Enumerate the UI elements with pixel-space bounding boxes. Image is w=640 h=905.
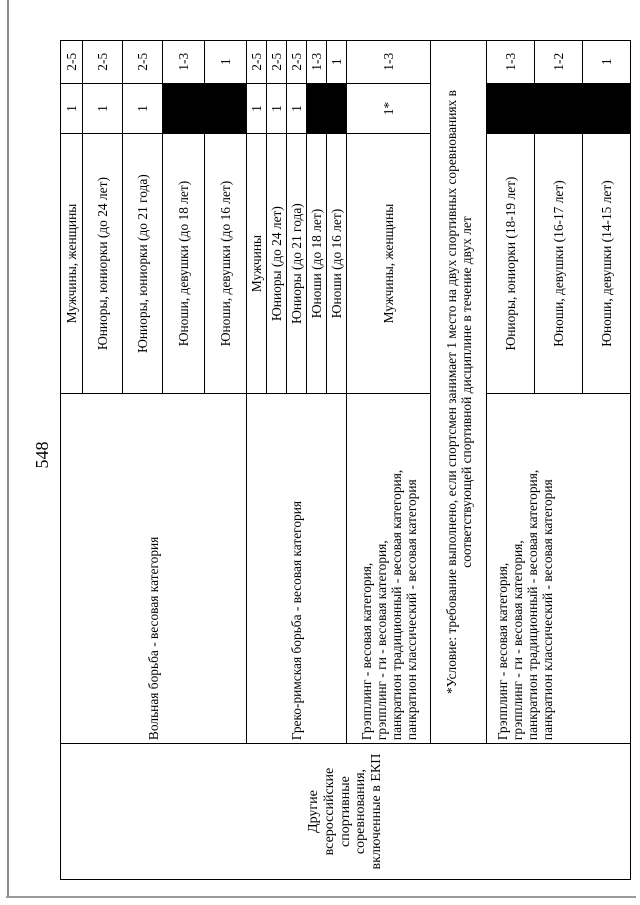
- group-cell: Мужчины, женщины: [61, 134, 83, 393]
- discipline-grappling-adult: [347, 393, 431, 743]
- rank-cell: 1-2: [535, 41, 583, 84]
- rank-cell: 1-3: [487, 41, 535, 84]
- group-cell: Юниоры (до 21 года): [287, 134, 307, 393]
- place-cell: 1: [83, 83, 123, 134]
- scan-edge-left: [7, 0, 9, 897]
- discipline-line: панкратион традиционный - весовая категория,: [388, 469, 404, 741]
- blacked-out-cell: [327, 83, 347, 134]
- blacked-out-cell: [583, 83, 631, 134]
- scan-edge-bottom: [6, 896, 636, 898]
- page-number: 548: [32, 441, 52, 469]
- rank-cell: 2-5: [287, 41, 307, 84]
- rank-cell: 1-3: [307, 41, 327, 84]
- rank-cell: 1-3: [347, 41, 431, 84]
- discipline-line: панкратион классический - весовая категория: [540, 479, 555, 741]
- blacked-out-cell: [205, 83, 247, 134]
- group-cell: Юноши, девушки (14-15 лет): [583, 134, 631, 393]
- place-cell: 1: [247, 83, 267, 134]
- place-cell: 1: [61, 83, 83, 134]
- rotated-page: [32, 40, 620, 880]
- place-cell: 1: [123, 83, 163, 134]
- place-cell: 1*: [347, 83, 431, 134]
- rank-cell: 1-3: [163, 41, 205, 84]
- group-cell: Мужчины, женщины: [347, 134, 431, 393]
- blacked-out-cell: [535, 83, 583, 134]
- place-cell: 1: [287, 83, 307, 134]
- discipline-line: Грэпплинг - весовая категория,: [358, 562, 374, 741]
- group-cell: Юноши (до 18 лет): [307, 134, 327, 393]
- group-cell: Мужчины: [247, 134, 267, 393]
- group-cell: Юноши, девушки (16-17 лет): [535, 134, 583, 393]
- discipline-line: Грэпплинг - весовая категория,: [495, 562, 510, 741]
- blacked-out-cell: [487, 83, 535, 134]
- group-cell: Юниоры (до 24 лет): [267, 134, 287, 393]
- rank-cell: 2-5: [123, 41, 163, 84]
- rank-cell: 2-5: [61, 41, 83, 84]
- group-cell: Юниоры, юниорки (18-19 лет): [487, 134, 535, 393]
- rank-cell: 2-5: [267, 41, 287, 84]
- blacked-out-cell: [163, 83, 205, 134]
- section-title: Другие всероссийские спортивные соревнования, включенные в ЕКП: [61, 744, 631, 880]
- group-cell: Юноши, девушки (до 16 лет): [205, 134, 247, 393]
- place-cell: 1: [267, 83, 287, 134]
- discipline-freestyle: Вольная борьба - весовая категория: [61, 393, 247, 743]
- table-row: [61, 41, 83, 880]
- rank-cell: 2-5: [83, 41, 123, 84]
- rank-cell: 1: [583, 41, 631, 84]
- discipline-line: грэпплинг - ги - весовая категория,: [510, 540, 525, 741]
- group-cell: Юноши (до 16 лет): [327, 134, 347, 393]
- group-cell: Юноши, девушки (до 18 лет): [163, 134, 205, 393]
- discipline-greco: Греко-римская борьба - весовая категория: [247, 393, 347, 743]
- discipline-line: панкратион классический - весовая категория: [403, 479, 419, 741]
- condition-note: *Условие: требование выполнено, если спортсмен занимает 1 место на двух спортивных соревнованиях в соответствующей спортивной дисциплине в течение двух лет: [431, 41, 487, 744]
- group-cell: Юниоры, юниорки (до 24 лет): [83, 134, 123, 393]
- rank-cell: 2-5: [247, 41, 267, 84]
- discipline-line: панкратион традиционный - весовая категория,: [525, 469, 540, 741]
- rank-cell: 1: [327, 41, 347, 84]
- rank-cell: 1: [205, 41, 247, 84]
- discipline-line: грэпплинг - ги - весовая категория,: [373, 540, 389, 741]
- group-cell: Юниоры, юниорки (до 21 года): [123, 134, 163, 393]
- discipline-grappling-youth: [487, 393, 631, 743]
- classification-table: [60, 40, 631, 880]
- blacked-out-cell: [307, 83, 327, 134]
